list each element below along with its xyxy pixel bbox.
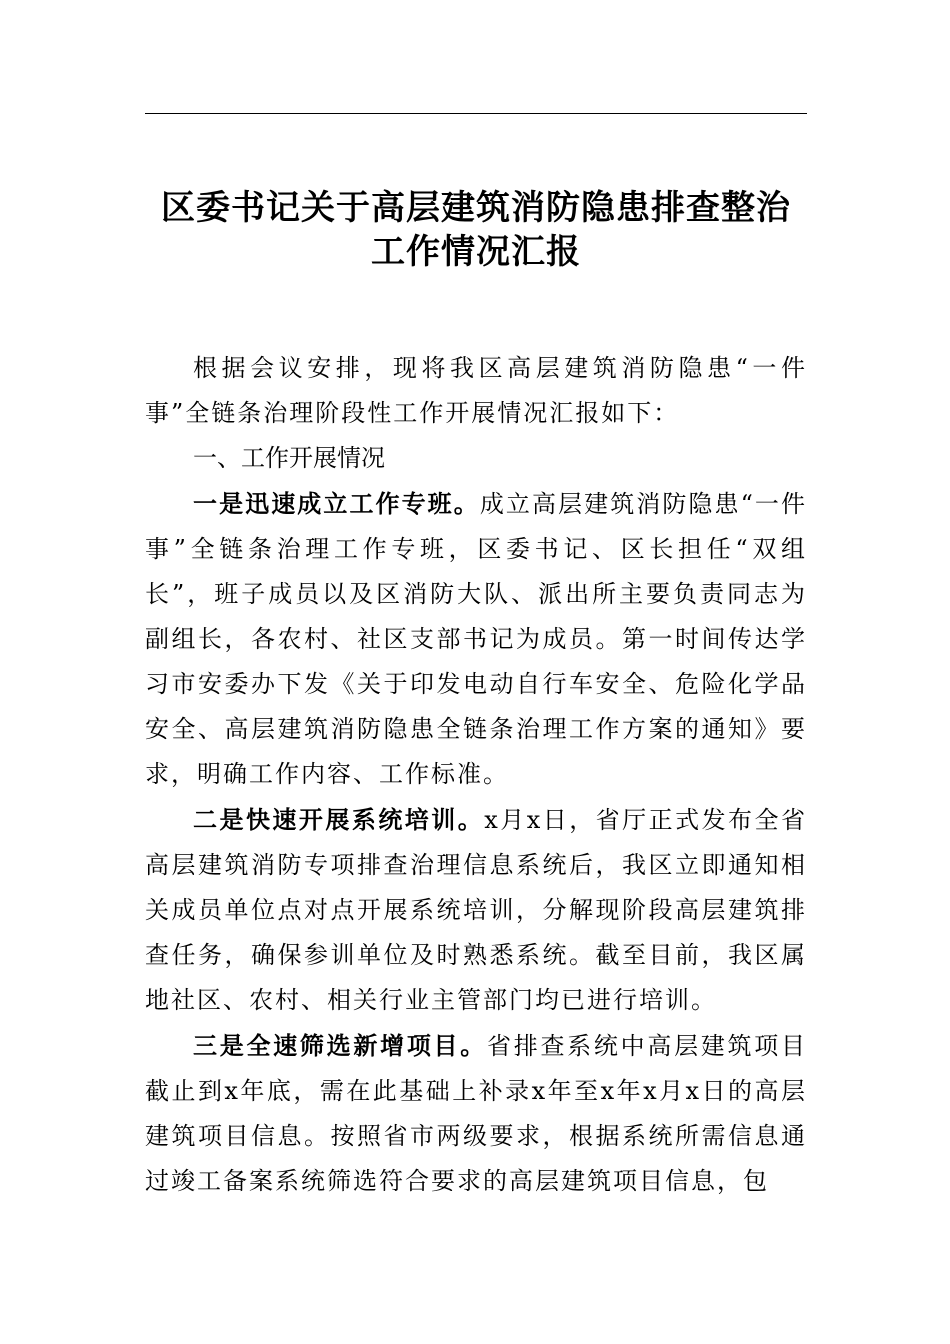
document-title xyxy=(145,186,807,274)
document-body xyxy=(145,346,807,1204)
item-text-1: 成立高层建筑消防隐患“一件事”全链条治理工作专班，区委书记、区长担任“双组长”，班子成员以及区消防大队、派出所主要负责同志为副组长，各农村、社区支部书记为成员。第一时间传达学习市安委办下发《关于印发电动自行车安全、危险化学品安全、高层建筑消防隐患全链条治理工作方案的通知》要求，明确工作内容、工作标准。 xyxy=(145,490,807,788)
item-text-2: x月x日，省厅正式发布全省高层建筑消防专项排查治理信息系统后，我区立即通知相关成员单位点对点开展系统培训，分解现阶段高层建筑排查任务，确保参训单位及时熟悉系统。截至目前，我区属地社区、农村、相关行业主管部门均已进行培训。 xyxy=(145,806,808,1014)
item-lead-1: 一是迅速成立工作专班。 xyxy=(193,489,480,518)
title-line-2: 工作情况汇报 xyxy=(371,232,581,272)
item-lead-2: 二是快速开展系统培训。 xyxy=(193,805,485,834)
item-paragraph-2 xyxy=(145,797,807,1023)
item-paragraph-3 xyxy=(145,1023,807,1204)
item-lead-3: 三是全速筛选新增项目。 xyxy=(193,1031,487,1060)
item-text-3: 省排查系统中高层建筑项目截止到x年底，需在此基础上补录x年至x年x月x日的高层建筑项目信息。按照省市两级要求，根据系统所需信息通过竣工备案系统筛选符合要求的高层建筑项目信息，包 xyxy=(145,1032,807,1195)
section-heading: 一、工作开展情况 xyxy=(193,444,385,472)
intro-paragraph: 根据会议安排，现将我区高层建筑消防隐患“一件事”全链条治理阶段性工作开展情况汇报如下： xyxy=(145,354,807,427)
title-line-1: 区委书记关于高层建筑消防隐患排查整治 xyxy=(161,188,791,228)
header-rule xyxy=(145,113,807,114)
item-paragraph-1 xyxy=(145,481,807,797)
